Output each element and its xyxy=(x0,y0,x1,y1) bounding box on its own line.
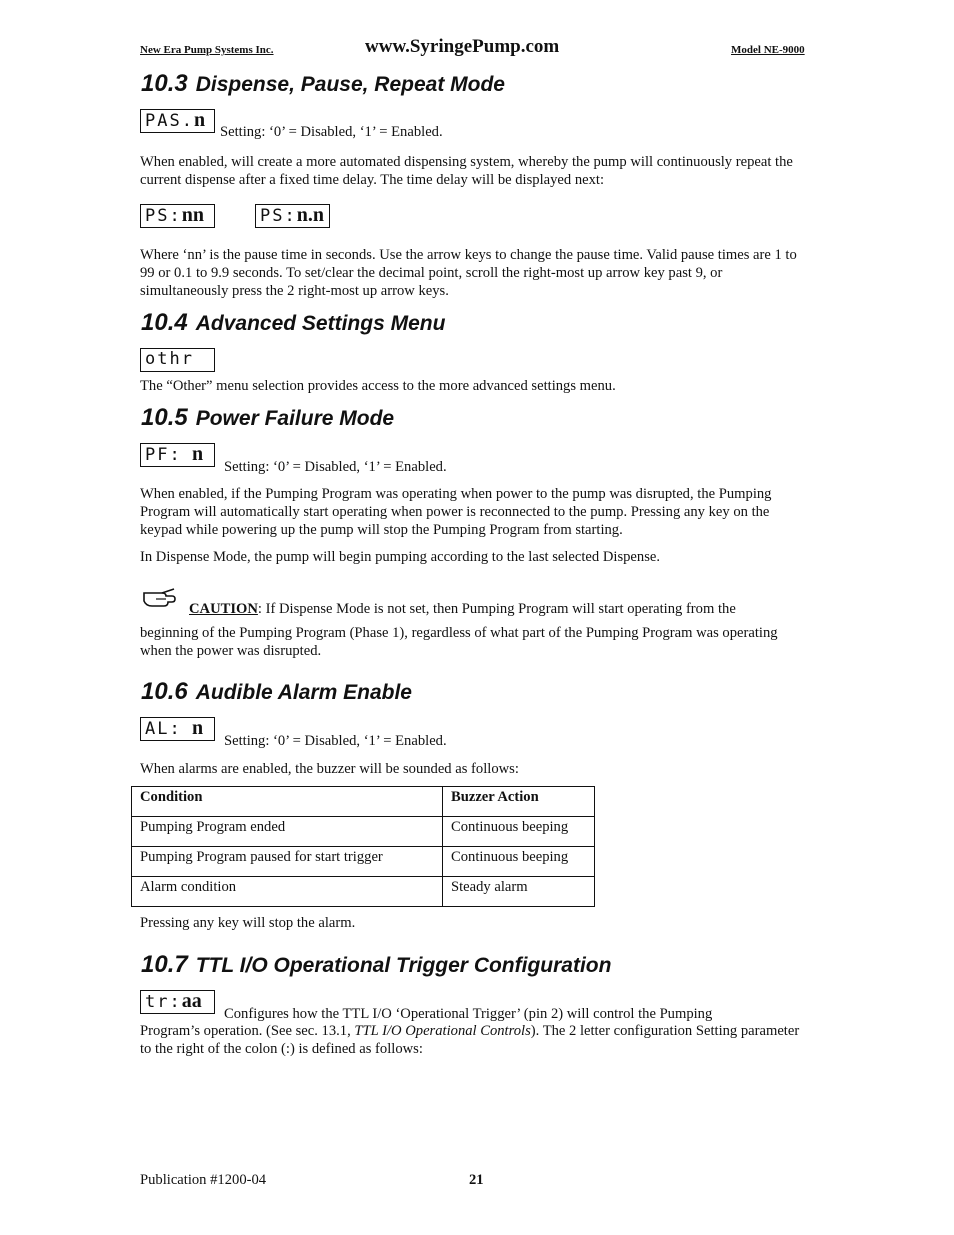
section-number: 10.5 xyxy=(141,404,188,431)
section-heading-10-5 xyxy=(141,404,394,432)
table-header-row xyxy=(132,787,595,817)
lcd-display-ps-nn xyxy=(140,204,215,228)
lcd-display-al xyxy=(140,717,215,741)
section-title: Dispense, Pause, Repeat Mode xyxy=(195,73,505,96)
section-number: 10.3 xyxy=(141,70,188,97)
paragraph xyxy=(140,1022,812,1058)
section-title: Power Failure Mode xyxy=(195,407,395,430)
section-heading-10-3 xyxy=(141,70,505,98)
lcd-value: nn xyxy=(181,204,204,226)
table-row xyxy=(132,817,595,847)
lcd-display-ps-n-n xyxy=(255,204,330,228)
table-cell: Alarm condition xyxy=(132,877,443,907)
caution-label: CAUTION xyxy=(189,601,258,617)
paragraph: The “Other” menu selection provides access to the more advanced settings menu. xyxy=(140,378,616,394)
section-number: 10.6 xyxy=(141,678,188,705)
footer-page-number: 21 xyxy=(469,1172,484,1188)
header-company: New Era Pump Systems Inc. xyxy=(140,44,274,56)
lcd-display-pf xyxy=(140,443,215,467)
setting-text: Setting: ‘0’ = Disabled, ‘1’ = Enabled. xyxy=(224,459,447,475)
header-website: www.SyringePump.com xyxy=(365,36,560,57)
section-heading-10-6 xyxy=(141,678,412,706)
paragraph: In Dispense Mode, the pump will begin pumping according to the last selected Dispense. xyxy=(140,549,660,565)
lcd-value: n xyxy=(193,109,206,131)
table-row xyxy=(132,877,595,907)
lcd-display-pas xyxy=(140,109,215,133)
table-header-condition: Condition xyxy=(132,787,443,817)
lcd-value: n.n xyxy=(296,204,324,226)
paragraph-line: Configures how the TTL I/O ‘Operational Trigger’ (pin 2) will control the Pumping xyxy=(224,1006,713,1022)
section-title: TTL I/O Operational Trigger Configuration xyxy=(195,954,612,977)
section-reference: TTL I/O Operational Controls xyxy=(354,1023,531,1039)
section-title: Audible Alarm Enable xyxy=(195,681,412,704)
paragraph: When alarms are enabled, the buzzer will be sounded as follows: xyxy=(140,761,519,777)
lcd-segment-text: PAS. xyxy=(145,111,194,131)
caution-continued: beginning of the Pumping Program (Phase 1), regardless of what part of the Pumping Program was operating when the power was disrupted. xyxy=(140,625,778,659)
footer-publication: Publication #1200-04 xyxy=(140,1172,267,1188)
table-cell: Continuous beeping xyxy=(443,847,595,877)
lcd-value: aa xyxy=(181,990,202,1012)
lcd-segment-text: PS: xyxy=(260,206,297,226)
section-heading-10-4 xyxy=(141,309,445,337)
text: ). The 2 letter configuration Setting parameter to the right of the colon (:) is defined as follows: xyxy=(140,1023,800,1057)
table-cell: Pumping Program ended xyxy=(132,817,443,847)
setting-text: Setting: ‘0’ = Disabled, ‘1’ = Enabled. xyxy=(224,733,447,749)
paragraph: When enabled, if the Pumping Program was operating when power to the pump was disrupted, the Pumping Program will automatically start operating when power is reconnected to the pump. Pressing any key on the keypad while powering up the pump will stop the Pumping Program from starting. xyxy=(140,486,772,538)
caution-line xyxy=(189,600,829,618)
lcd-value: n xyxy=(191,443,204,465)
table-cell: Pumping Program paused for start trigger xyxy=(132,847,443,877)
lcd-segment-text: AL: xyxy=(145,719,182,739)
lcd-segment-text: PS: xyxy=(145,206,182,226)
table-cell: Continuous beeping xyxy=(443,817,595,847)
pointing-hand-icon xyxy=(142,586,178,608)
section-number: 10.4 xyxy=(141,309,188,336)
buzzer-table xyxy=(131,786,595,907)
paragraph: When enabled, will create a more automated dispensing system, whereby the pump will continuously repeat the current dispense after a fixed time delay. The time delay will be displayed next: xyxy=(140,154,793,188)
setting-text: Setting: ‘0’ = Disabled, ‘1’ = Enabled. xyxy=(220,124,443,140)
lcd-value: n xyxy=(191,717,204,739)
lcd-segment-text: tr: xyxy=(145,992,182,1012)
lcd-segment-text: PF: xyxy=(145,445,182,465)
section-heading-10-7 xyxy=(141,951,611,979)
lcd-segment-text: othr xyxy=(145,349,194,369)
table-header-buzzer-action: Buzzer Action xyxy=(443,787,595,817)
lcd-display-tr xyxy=(140,990,215,1014)
text: Program’s operation. (See sec. 13.1, xyxy=(140,1023,355,1039)
caution-text: : If Dispense Mode is not set, then Pumping Program will start operating from the xyxy=(257,601,736,617)
paragraph: Pressing any key will stop the alarm. xyxy=(140,915,356,931)
lcd-display-othr xyxy=(140,348,215,372)
table-cell: Steady alarm xyxy=(443,877,595,907)
section-number: 10.7 xyxy=(141,951,188,978)
paragraph: Where ‘nn’ is the pause time in seconds. Use the arrow keys to change the pause time. Valid pause times are 1 to 99 or 0.1 to 9.9 seconds. To set/clear the decimal point, scroll the right-most up arrow key past 9, or simultaneously press the 2 right-most up arrow keys. xyxy=(140,247,797,299)
table-row xyxy=(132,847,595,877)
section-title: Advanced Settings Menu xyxy=(195,312,446,335)
header-model: Model NE-9000 xyxy=(731,44,805,56)
